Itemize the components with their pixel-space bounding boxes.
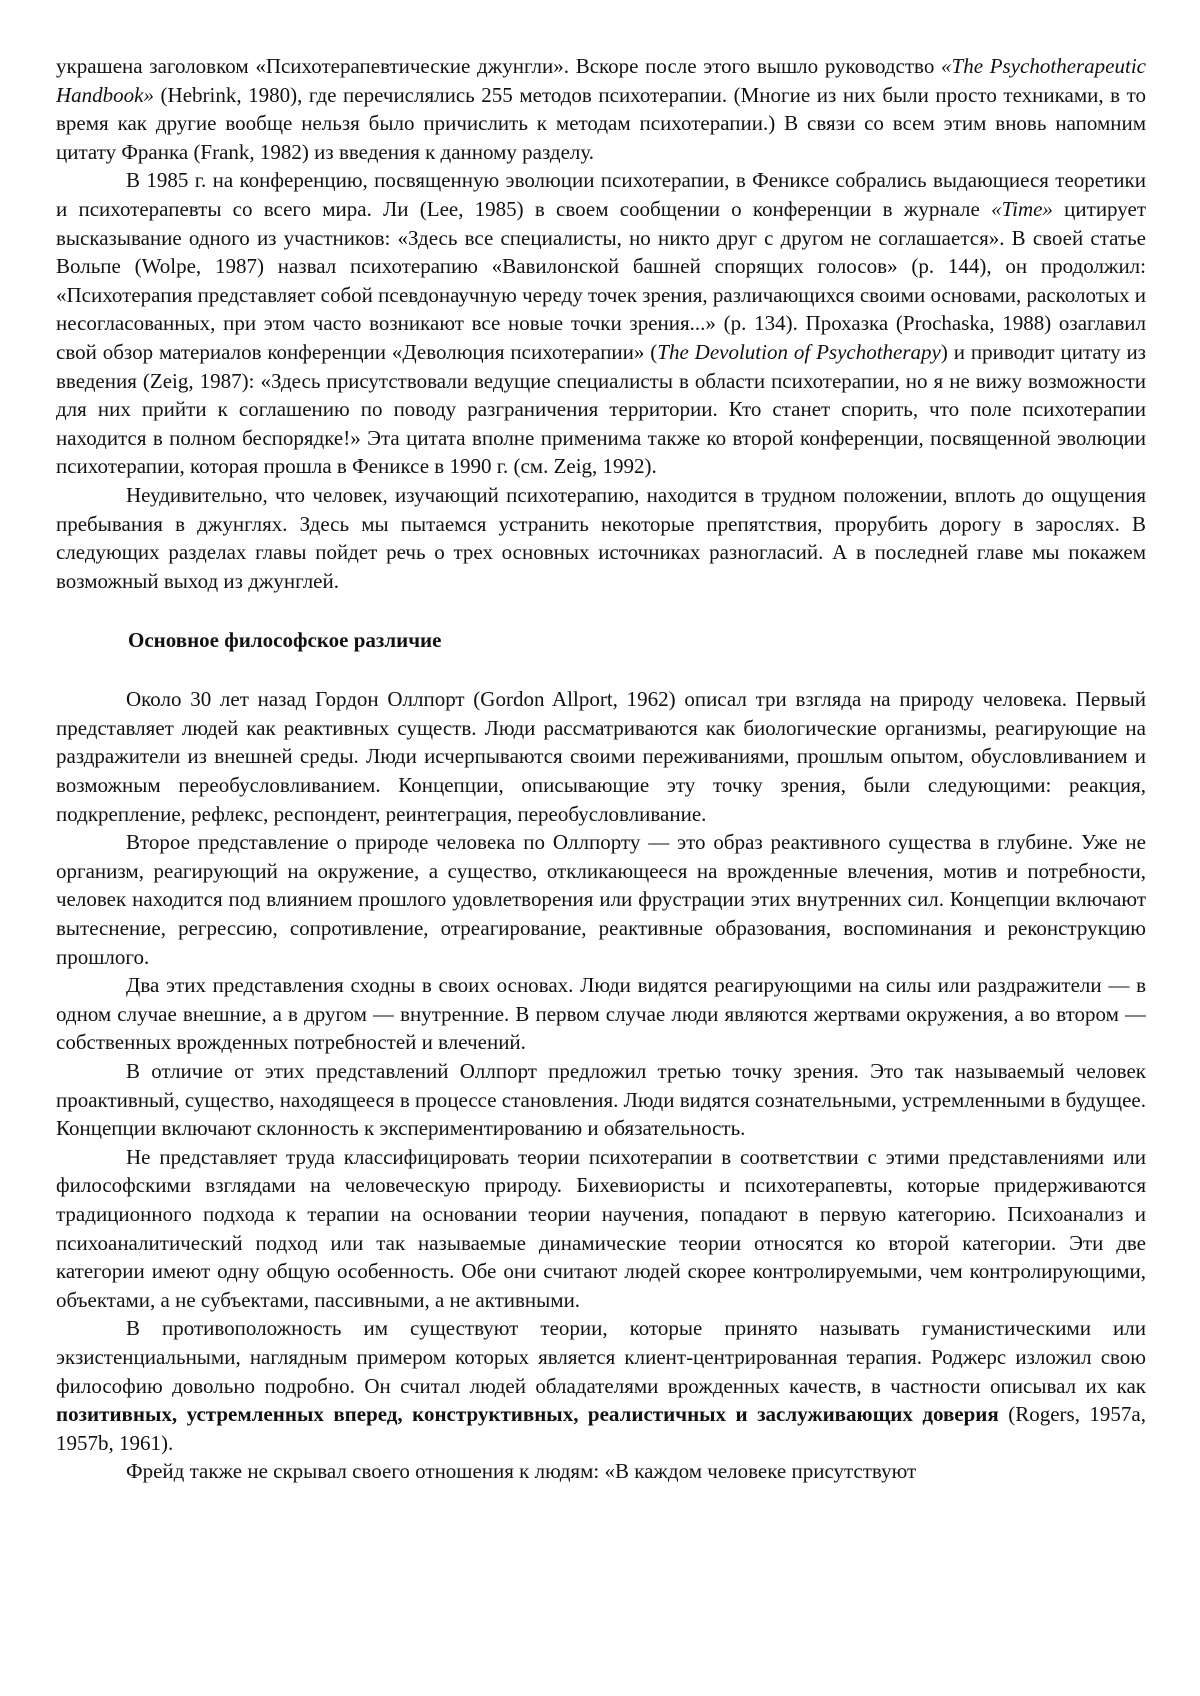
paragraph <box>56 52 1146 166</box>
text-run: (Hebrink, 1980), где перечислялись 255 методов психотерапии. (Многие из них были просто техниками, в то время как другие вообще нельзя было причислить к методам психотерапии.) В связи со всем этим вновь напомним цитату Франка (Frank, 1982) из введения к данному разделу. <box>56 82 1146 164</box>
paragraph <box>56 1143 1146 1315</box>
text-run: В отличие от этих представлений Оллпорт предложил третью точку зрения. Это так называемый человек проактивный, существо, находящееся в процессе становления. Люди видятся сознательными, устремленными в будущее. Концепции включают склонность к экспериментированию и обязательность. <box>56 1059 1146 1141</box>
paragraph <box>56 1457 1146 1486</box>
text-run: Около 30 лет назад Гордон Оллпорт (Gordon Allport, 1962) описал три взгляда на природу человека. Первый представляет людей как реактивных существ. Люди рассматриваются как биологические организмы, реагирующие на раздражители из внешней среды. Люди исчерпываются своими переживаниями, прошлым опытом, обусловливанием и возможным переобусловливанием. Концепции, описывающие эту точку зрения, были следующими: реакция, подкрепление, рефлекс, респондент, реинтеграция, переобусловливание. <box>56 687 1146 826</box>
text-run: Фрейд также не скрывал своего отношения к людям: «В каждом человеке присутствуют <box>126 1459 917 1484</box>
italic-text: The Devolution of Psychotherapy <box>657 339 941 364</box>
text-run: В противоположность им существуют теории, которые принято называть гуманистическими или экзистенциальными, наглядным примером которых является клиент-центрированная терапия. Роджерс изложил свою философию довольно подробно. Он считал людей обладателями врожденных качеств, в частности описывал их как <box>56 1316 1146 1398</box>
paragraph <box>56 481 1146 595</box>
italic-text: «The Psychotherapeutic Handbook» <box>56 54 1146 107</box>
section-heading: Основное философское различие <box>128 628 442 653</box>
paragraphs-bottom <box>56 685 1146 1486</box>
text-run: В 1985 г. на конференцию, посвященную эволюции психотерапии, в Фениксе собрались выдающиеся теоретики и психотерапевты со всего мира. Ли (Lee, 1985) в своем сообщении о конференции в журнале <box>56 168 1146 221</box>
text-run: Два этих представления сходны в своих основах. Люди видятся реагирующими на силы или раздражители — в одном случае внешние, а в другом — внутренние. В первом случае люди являются жертвами окружения, а во втором — собственных врожденных потребностей и влечений. <box>56 973 1146 1055</box>
bold-text: позитивных, устремленных вперед, конструктивных, реалистичных и заслуживающих доверия <box>56 1402 999 1427</box>
text-run: Второе представление о природе человека по Оллпорту — это образ реактивного существа в глубине. Уже не организм, реагирующий на окружение, а существо, откликающееся на врожденные влечения, мотив и потребности, человек находится под влиянием прошлого удовлетворения или фрустрации этих внутренних сил. Концепции включают вытеснение, регрессию, сопротивление, отреагирование, реактивные образования, воспоминания и реконструкцию прошлого. <box>56 830 1146 969</box>
text-run: цитирует высказывание одного из участников: «Здесь все специалисты, но никто друг с другом не соглашается». В своей статье Вольпе (Wolpe, 1987) назвал психотерапию «Вавилонской башней спорящих голосов» (р. 144), он продолжил: «Психотерапия представляет собой псевдонаучную череду точек зрения, различающихся своими основами, расколотых и несогласованных, при этом часто возникают все новые точки зрения...» (р. 134). Прохазка (Prochaska, 1988) озаглавил свой обзор материалов конференции «Деволюция психотерапии» ( <box>56 196 1146 364</box>
paragraph <box>56 685 1146 828</box>
text-run: (Rogers, 1957a, 1957b, 1961). <box>56 1402 1146 1455</box>
text-run: ) и приводит цитату из введения (Zeig, 1987): «Здесь присутствовали ведущие специалисты в области психотерапии, но я не вижу возможности для них прийти к соглашению по поводу разграничения территории. Кто станет спорить, что поле психотерапии находится в полном беспорядке!» Эта цитата вполне применима также ко второй конференции, посвященной эволюции психотерапии, которая прошла в Фениксе в 1990 г. (см. Zeig, 1992). <box>56 339 1146 479</box>
italic-text: «Time» <box>991 196 1053 221</box>
document-page <box>56 52 1146 1486</box>
paragraph <box>56 1057 1146 1143</box>
text-run: Неудивительно, что человек, изучающий психотерапию, находится в трудном положении, вплоть до ощущения пребывания в джунглях. Здесь мы пытаемся устранить некоторые препятствия, прорубить дорогу в зарослях. В следующих разделах главы пойдет речь о трех основных источниках разногласий. А в последней главе мы покажем возможный выход из джунглей. <box>56 482 1146 593</box>
paragraph <box>56 166 1146 481</box>
paragraph <box>56 828 1146 971</box>
text-run: украшена заголовком «Психотерапевтические джунгли». Вскоре после этого вышло руководство <box>56 54 942 78</box>
paragraphs-top <box>56 52 1146 595</box>
text-run: Не представляет труда классифицировать теории психотерапии в соответствии с этими представлениями или философскими взглядами на человеческую природу. Бихевиористы и психотерапевты, которые придерживаются традиционного подхода к терапии на основании теории научения, попадают в первую категорию. Психоанализ и психоаналитический подход или так называемые динамические теории относятся ко второй категории. Эти две категории имеют одну общую особенность. Обе они считают людей скорее контролируемыми, чем контролирующими, объектами, а не субъектами, пассивными, а не активными. <box>56 1144 1146 1312</box>
paragraph <box>56 971 1146 1057</box>
paragraph <box>56 1314 1146 1457</box>
